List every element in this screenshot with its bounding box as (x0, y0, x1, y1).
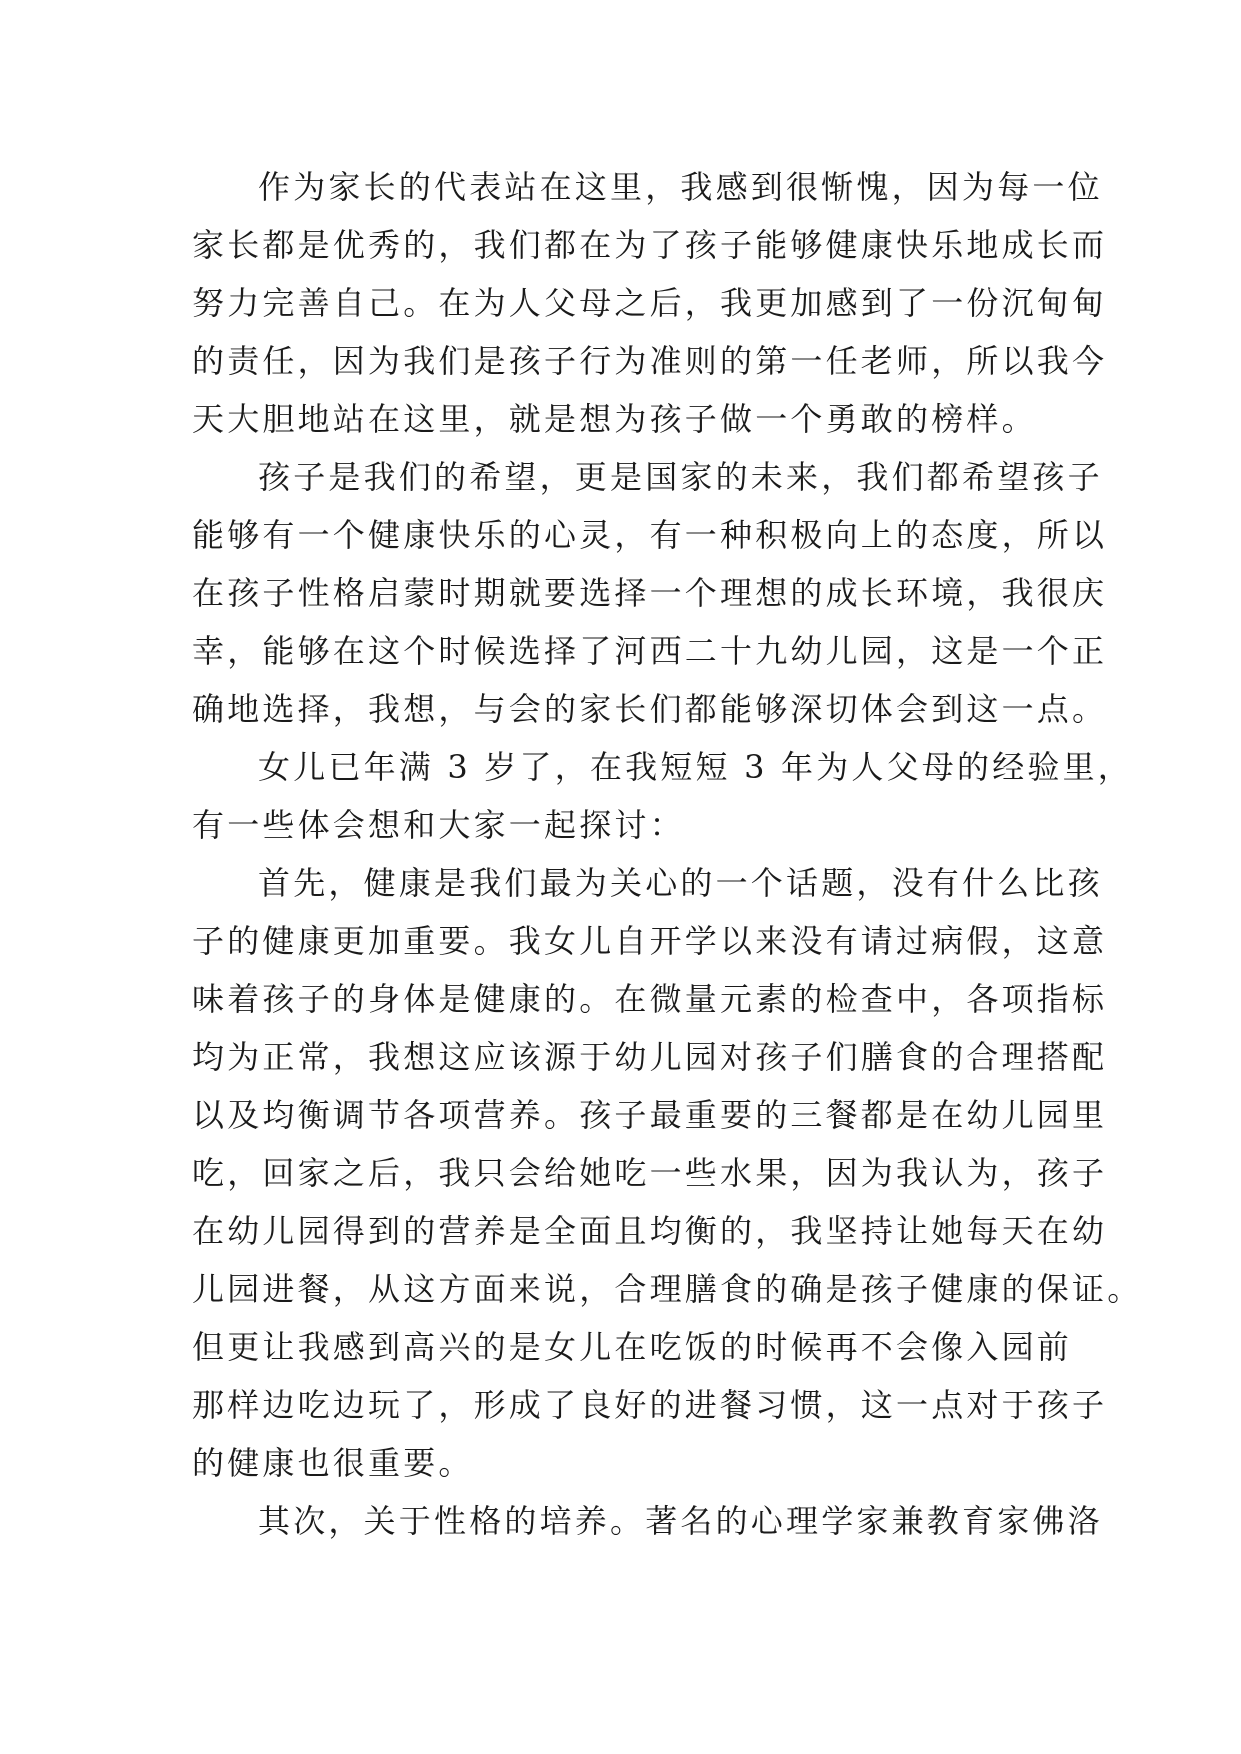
paragraph-2 (192, 448, 1108, 738)
text-line: 能够有一个健康快乐的心灵，有一种积极向上的态度，所以 (192, 516, 1108, 554)
text-line: 幸，能够在这个时候选择了河西二十九幼儿园，这是一个正 (192, 632, 1108, 670)
text-line: 以及均衡调节各项营养。孩子最重要的三餐都是在幼儿园里 (192, 1096, 1108, 1134)
document-body (192, 158, 1143, 1550)
text-line: 有一些体会想和大家一起探讨： (192, 806, 685, 844)
text-line: 那样边吃边玩了，形成了良好的进餐习惯，这一点对于孩子 (192, 1386, 1108, 1424)
text-line: 天大胆地站在这里，就是想为孩子做一个勇敢的榜样。 (192, 400, 1037, 438)
text-line: 女儿已年满 3 岁了，在我短短 3 年为人父母的经验里， (258, 748, 1134, 786)
paragraph-5 (192, 1492, 1103, 1550)
text-line: 在幼儿园得到的营养是全面且均衡的，我坚持让她每天在幼 (192, 1212, 1108, 1250)
text-line: 家长都是优秀的，我们都在为了孩子能够健康快乐地成长而 (192, 226, 1108, 264)
text-line: 在孩子性格启蒙时期就要选择一个理想的成长环境，我很庆 (192, 574, 1108, 612)
text-line: 的健康也很重要。 (192, 1444, 474, 1482)
paragraph-3 (192, 738, 1134, 854)
paragraph-1 (192, 158, 1108, 448)
text-line: 首先，健康是我们最为关心的一个话题，没有什么比孩 (258, 864, 1103, 902)
text-line: 其次，关于性格的培养。著名的心理学家兼教育家佛洛 (258, 1502, 1103, 1540)
text-line: 孩子是我们的希望，更是国家的未来，我们都希望孩子 (258, 458, 1103, 496)
text-line: 但更让我感到高兴的是女儿在吃饭的时候再不会像入园前 (192, 1328, 1073, 1366)
text-line: 吃，回家之后，我只会给她吃一些水果，因为我认为，孩子 (192, 1154, 1108, 1192)
text-line: 作为家长的代表站在这里，我感到很惭愧，因为每一位 (258, 168, 1103, 206)
text-line: 儿园进餐，从这方面来说，合理膳食的确是孩子健康的保证。 (192, 1270, 1143, 1308)
text-line: 均为正常，我想这应该源于幼儿园对孩子们膳食的合理搭配 (192, 1038, 1108, 1076)
paragraph-4 (192, 854, 1143, 1492)
text-line: 子的健康更加重要。我女儿自开学以来没有请过病假，这意 (192, 922, 1108, 960)
text-line: 味着孩子的身体是健康的。在微量元素的检查中，各项指标 (192, 980, 1108, 1018)
text-line: 努力完善自己。在为人父母之后，我更加感到了一份沉甸甸 (192, 284, 1108, 322)
text-line: 的责任，因为我们是孩子行为准则的第一任老师，所以我今 (192, 342, 1108, 380)
text-line: 确地选择，我想，与会的家长们都能够深切体会到这一点。 (192, 690, 1108, 728)
